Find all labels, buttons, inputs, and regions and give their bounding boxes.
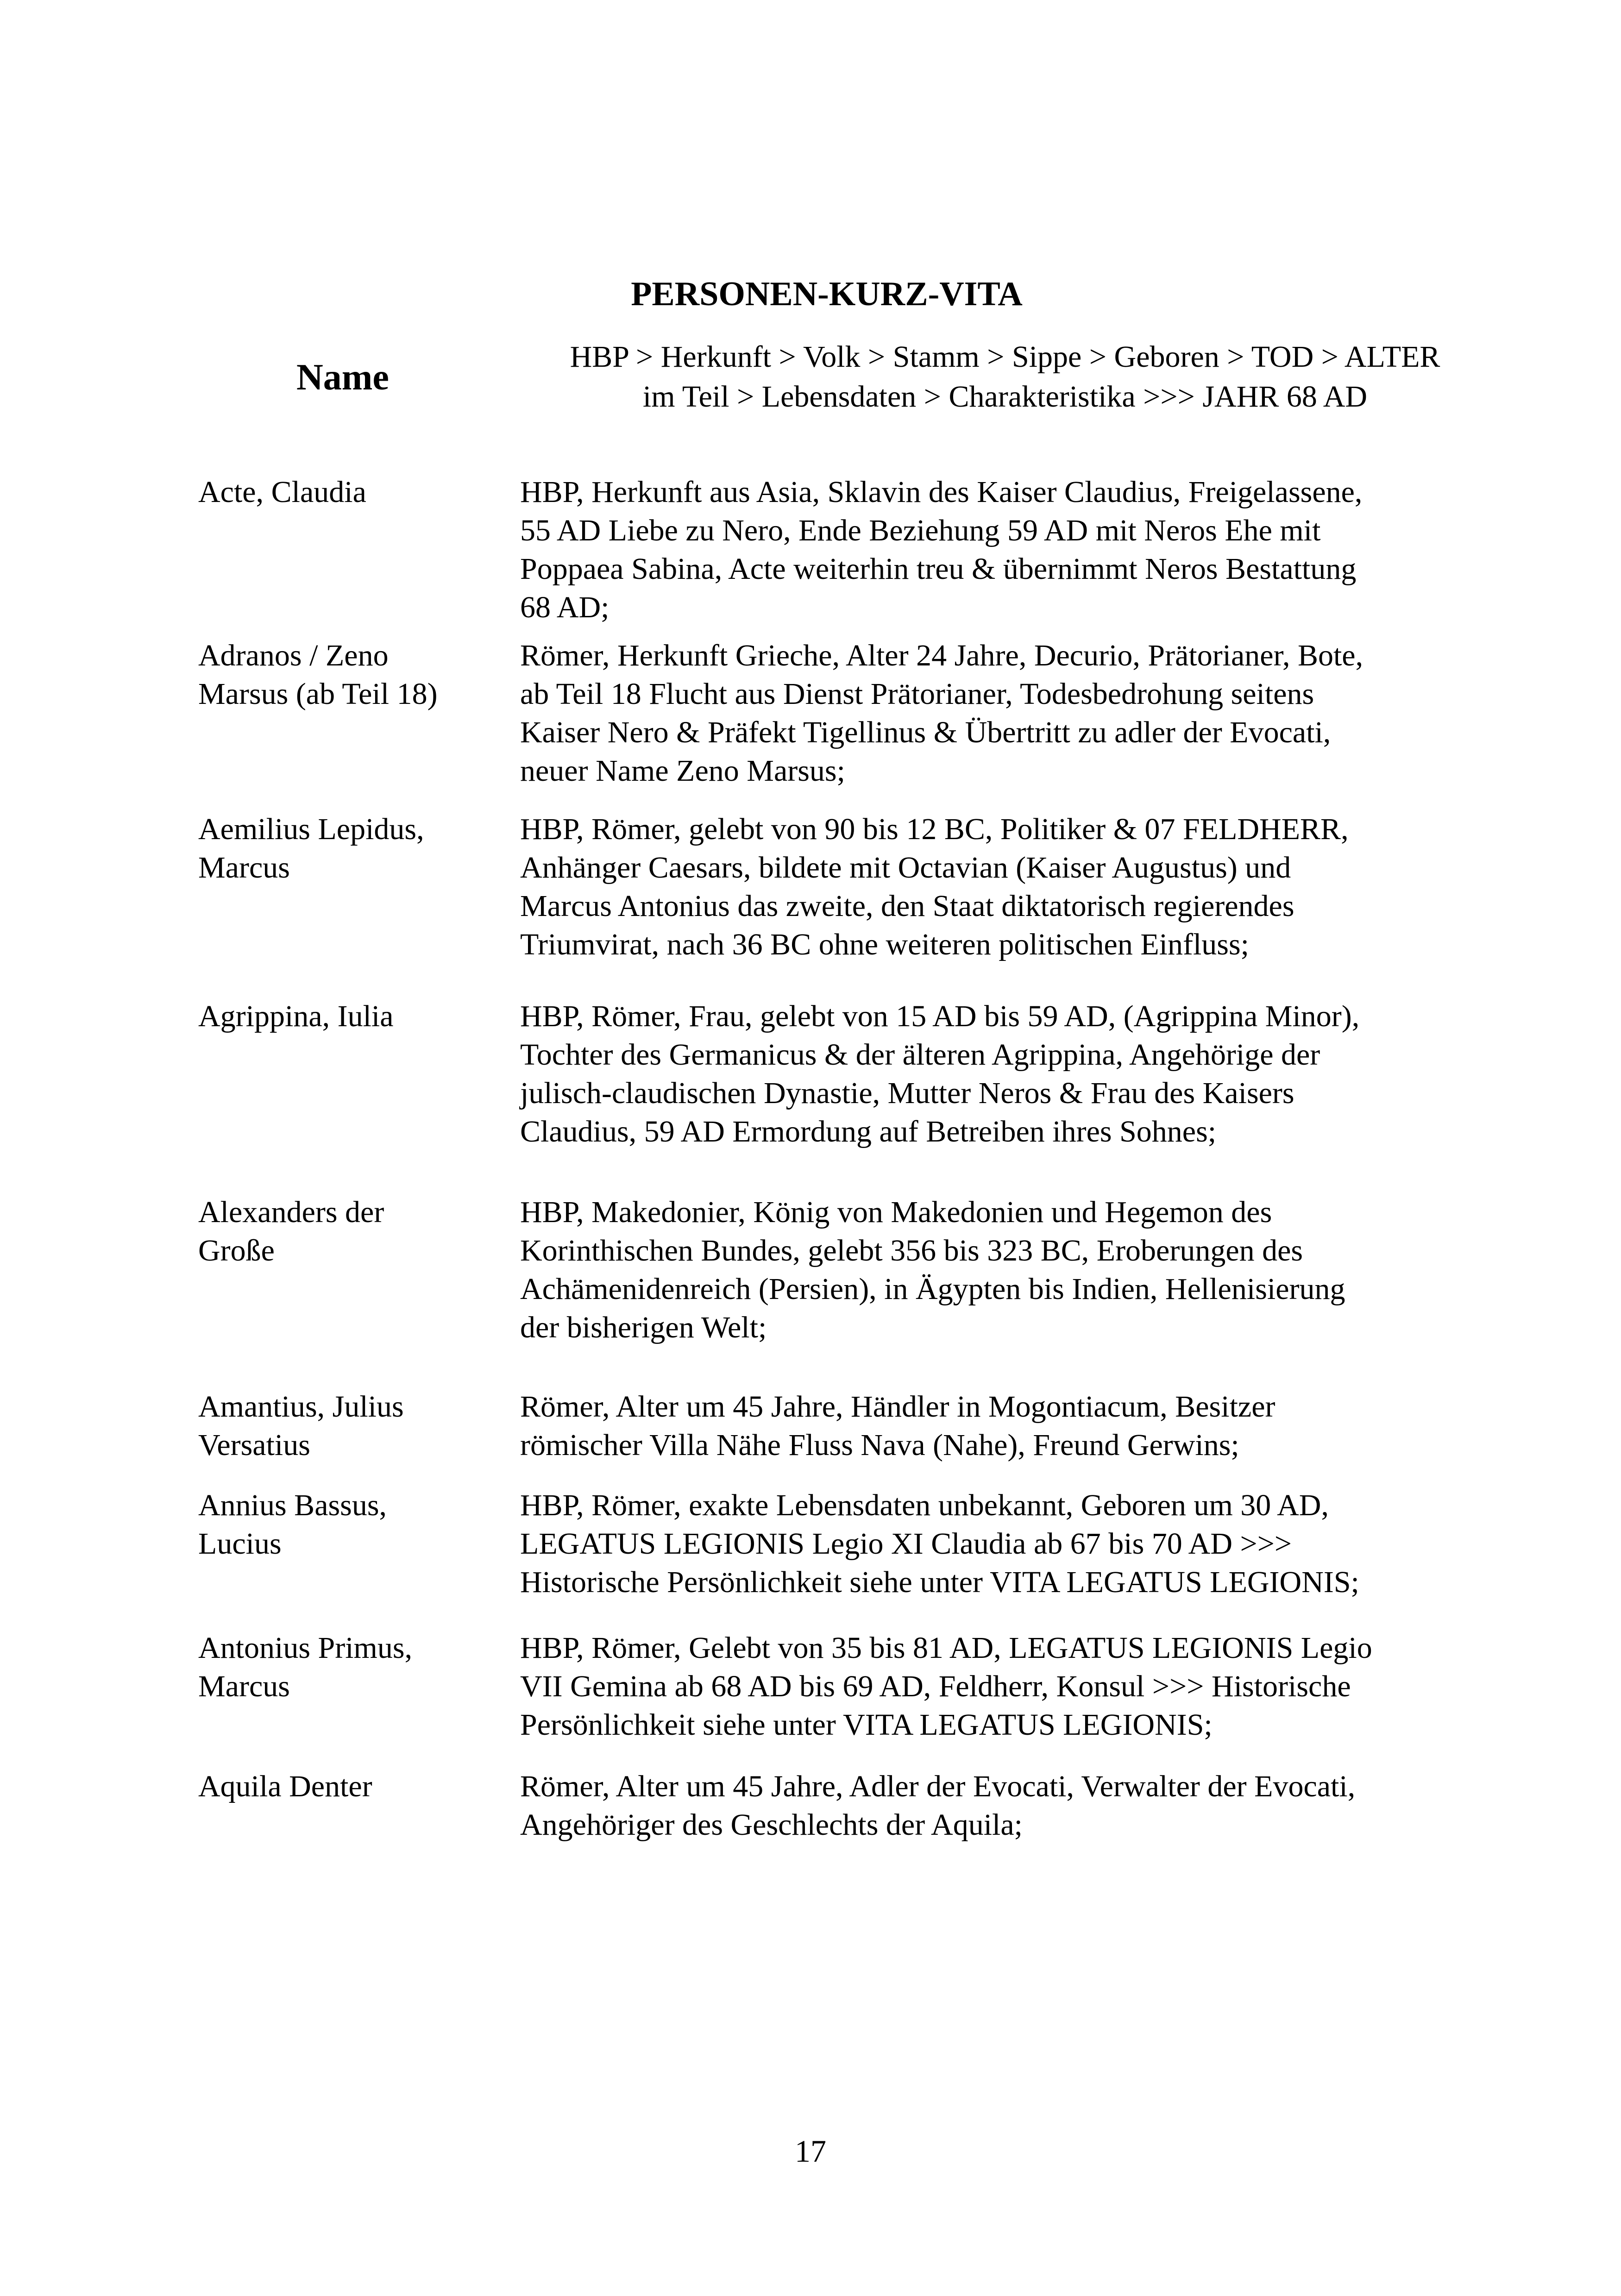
person-description-line: Persönlichkeit siehe unter VITA LEGATUS LEGIONIS; [520, 1708, 1213, 1742]
person-description-line: Poppaea Sabina, Acte weiterhin treu & übernimmt Neros Bestattung [520, 552, 1357, 586]
person-description [520, 1486, 1516, 1601]
person-description [520, 997, 1516, 1151]
person-description-line: neuer Name Zeno Marsus; [520, 754, 845, 788]
person-description [520, 636, 1516, 790]
page-number: 17 [795, 2133, 826, 2169]
person-description-line: Anhänger Caesars, bildete mit Octavian (Kaiser Augustus) und [520, 851, 1291, 885]
person-name-line: Annius Bassus, [198, 1488, 387, 1522]
person-description-line: HBP, Makedonier, König von Makedonien und Hegemon des [520, 1195, 1272, 1229]
person-name-line: Adranos / Zeno [198, 639, 389, 672]
person-name [198, 1629, 495, 1706]
person-description-line: HBP, Herkunft aus Asia, Sklavin des Kaiser Claudius, Freigelassene, [520, 475, 1363, 509]
person-description-line: Römer, Alter um 45 Jahre, Händler in Mogontiacum, Besitzer [520, 1390, 1275, 1424]
person-description [520, 1387, 1516, 1464]
person-name-line: Amantius, Julius [198, 1390, 404, 1424]
person-description-line: LEGATUS LEGIONIS Legio XI Claudia ab 67 bis 70 AD >>> [520, 1527, 1292, 1561]
person-name [198, 473, 495, 511]
person-description-line: Tochter des Germanicus & der älteren Agrippina, Angehörige der [520, 1038, 1320, 1072]
person-description-line: ab Teil 18 Flucht aus Dienst Prätorianer, Todesbedrohung seitens [520, 677, 1314, 711]
person-description-line: Römer, Herkunft Grieche, Alter 24 Jahre, Decurio, Prätorianer, Bote, [520, 639, 1363, 672]
person-description-line: Achämenidenreich (Persien), in Ägypten bis Indien, Hellenisierung [520, 1272, 1345, 1306]
person-name-line: Lucius [198, 1527, 282, 1561]
person-description-line: Marcus Antonius das zweite, den Staat diktatorisch regierendes [520, 889, 1294, 923]
person-name-line: Versatius [198, 1428, 310, 1462]
person-description-line: Historische Persönlichkeit siehe unter VITA LEGATUS LEGIONIS; [520, 1565, 1359, 1599]
person-name-line: Alexanders der [198, 1195, 384, 1229]
person-name [198, 1767, 495, 1806]
person-name [198, 1387, 495, 1464]
person-description-line: HBP, Römer, Frau, gelebt von 15 AD bis 59 AD, (Agrippina Minor), [520, 999, 1360, 1033]
person-name [198, 1486, 495, 1563]
person-name-line: Aquila Denter [198, 1769, 372, 1803]
person-name-line: Marcus [198, 1669, 290, 1703]
person-description-line: julisch-claudischen Dynastie, Mutter Neros & Frau des Kaisers [520, 1076, 1294, 1110]
person-description-line: Kaiser Nero & Präfekt Tigellinus & Übertritt zu adler der Evocati, [520, 715, 1331, 749]
person-description-line: HBP, Römer, gelebt von 90 bis 12 BC, Politiker & 07 FELDHERR, [520, 812, 1349, 846]
person-description [520, 1193, 1516, 1347]
person-name-line: Agrippina, Iulia [198, 999, 394, 1033]
person-name [198, 997, 495, 1035]
person-name-line: Antonius Primus, [198, 1631, 413, 1665]
person-description [520, 1629, 1516, 1744]
person-name-line: Marcus [198, 851, 290, 885]
person-description-line: HBP, Römer, Gelebt von 35 bis 81 AD, LEGATUS LEGIONIS Legio [520, 1631, 1372, 1665]
person-description-line: römischer Villa Nähe Fluss Nava (Nahe), Freund Gerwins; [520, 1428, 1239, 1462]
header-line: im Teil > Lebensdaten > Charakteristika >>> JAHR 68 AD [642, 380, 1368, 414]
person-description-line: Römer, Alter um 45 Jahre, Adler der Evocati, Verwalter der Evocati, [520, 1769, 1356, 1803]
person-name-line: Marsus (ab Teil 18) [198, 677, 438, 711]
description-column-header [500, 337, 1510, 417]
person-description-line: Claudius, 59 AD Ermordung auf Betreiben ihres Sohnes; [520, 1115, 1217, 1148]
person-description [520, 473, 1516, 627]
person-description-line: 68 AD; [520, 590, 609, 624]
person-description [520, 1767, 1516, 1844]
name-column-header: Name [296, 357, 389, 398]
person-name [198, 810, 495, 887]
page-title: PERSONEN-KURZ-VITA [631, 275, 1023, 313]
person-name-line: Aemilius Lepidus, [198, 812, 424, 846]
person-description-line: Triumvirat, nach 36 BC ohne weiteren politischen Einfluss; [520, 928, 1250, 961]
person-name [198, 636, 495, 713]
person-description-line: VII Gemina ab 68 AD bis 69 AD, Feldherr, Konsul >>> Historische [520, 1669, 1351, 1703]
person-description-line: Angehöriger des Geschlechts der Aquila; [520, 1808, 1023, 1842]
person-description-line: HBP, Römer, exakte Lebensdaten unbekannt, Geboren um 30 AD, [520, 1488, 1329, 1522]
person-description-line: Korinthischen Bundes, gelebt 356 bis 323 BC, Eroberungen des [520, 1234, 1303, 1267]
person-description-line: 55 AD Liebe zu Nero, Ende Beziehung 59 AD mit Neros Ehe mit [520, 514, 1321, 547]
header-line: HBP > Herkunft > Volk > Stamm > Sippe > Geboren > TOD > ALTER [570, 340, 1440, 374]
person-name [198, 1193, 495, 1270]
person-description [520, 810, 1516, 964]
person-description-line: der bisherigen Welt; [520, 1311, 767, 1344]
person-name-line: Acte, Claudia [198, 475, 366, 509]
person-name-line: Große [198, 1234, 275, 1267]
